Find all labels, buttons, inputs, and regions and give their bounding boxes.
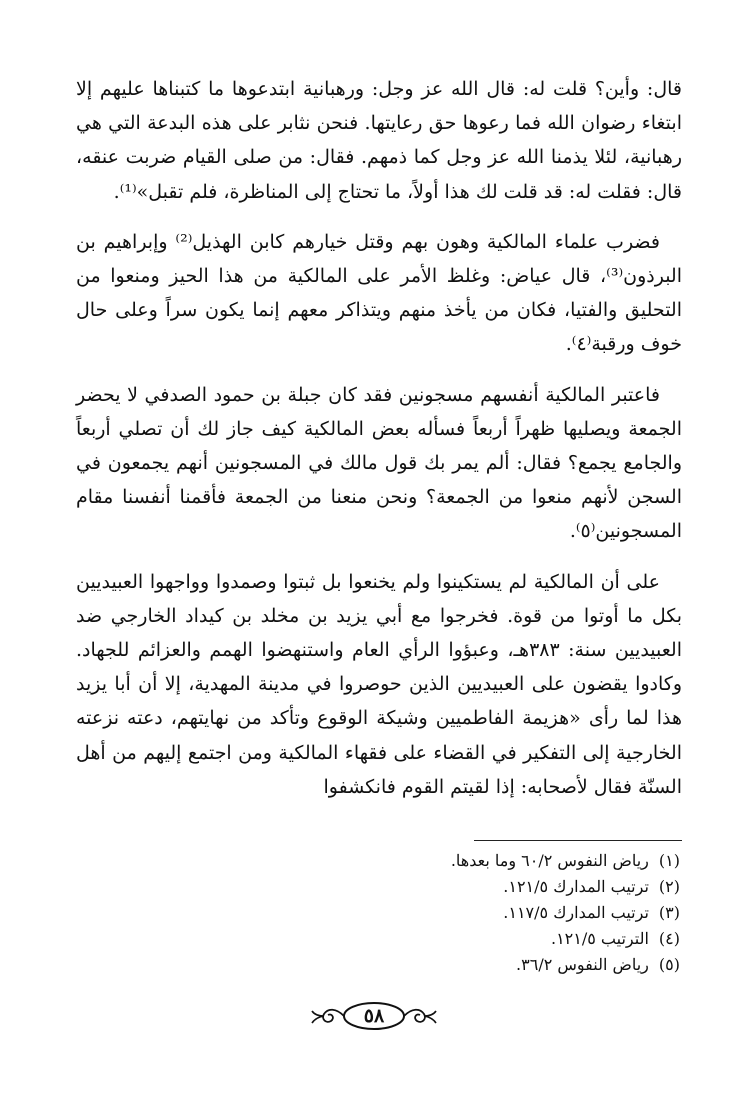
paragraph-1: قال: وأين؟ قلت له: قال الله عز وجل: ورهبانية ابتدعوها ما كتبناها عليهم إلا ابتغاء رضوان الله فما رعوها حق رعايتها. فنحن نثابر على هذه البدعة التي هي رهبانية، لئلا يذمنا الله عز وجل كما ذمهم. فقال: من صلى القيام ضربت عنقه، قال: فقلت له: قد قلت لك هذا أولاً، ما تحتاج إلى المناظرة، فلم تقبل»⁽¹⁾. — [76, 78, 682, 203]
footnote-text: رياض النفوس ٦٠/٢ وما بعدها. — [450, 851, 649, 870]
footnote-number: (٥) — [658, 955, 680, 974]
footnotes — [300, 848, 680, 978]
footnote-number: (١) — [658, 851, 680, 870]
footnote-text: ترتيب المدارك ١١٧/٥. — [503, 903, 649, 922]
footnote-number: (٤) — [658, 929, 680, 948]
footnote-text: رياض النفوس ٣٦/٢. — [516, 955, 649, 974]
footnote-4 — [300, 926, 680, 952]
footnote-5 — [300, 952, 680, 978]
footnote-1 — [300, 848, 680, 874]
body-text — [76, 72, 682, 820]
footnote-text: الترتيب ١٢١/٥. — [550, 929, 649, 948]
footnote-text: ترتيب المدارك ١٢١/٥. — [503, 877, 649, 896]
page-number-ornament — [308, 996, 440, 1036]
footnote-number: (٣) — [658, 903, 680, 922]
paragraph-3: فاعتبر المالكية أنفسهم مسجونين فقد كان جبلة بن حمود الصدفي لا يحضر الجمعة ويصليها ظهراً أربعاً فسأله بعض المالكية كيف جاز لك أن تصلي أربعاً والجامع يجمع؟ فقال: ألم يمر بك قول مالك في المسجونين أنهم يجمعون في السجن لأنهم منعوا من الجمعة؟ ونحن منعنا من الجمعة فأقمنا أنفسنا مقام المسجونين⁽٥⁾. — [76, 383, 682, 543]
footnote-3 — [300, 900, 680, 926]
paragraph-2: فضرب علماء المالكية وهون بهم وقتل خيارهم كابن الهذيل⁽²⁾ وإبراهيم بن البرذون⁽³⁾، قال عياض: وغلظ الأمر على المالكية من هذا الحيز ومنعوا من التحليق والفتيا، فكان من يأخذ منهم ويتذاكر معهم إنما يكون سراً وعلى حال خوف ورقبة⁽٤⁾. — [76, 230, 682, 356]
page-number: ٥٨ — [363, 1005, 385, 1027]
paragraph-4: على أن المالكية لم يستكينوا ولم يخنعوا بل ثبتوا وصمدوا وواجهوا العبيديين بكل ما أوتوا من قوة. فخرجوا مع أبي يزيد بن مخلد بن كيداد الخارجي ضد العبيديين سنة: ٣٨٣هـ، وعبؤوا الرأي العام واستنهضوا الهمم والعزائم للجهاد. وكادوا يقضون على العبيديين الذين حوصروا في مدينة المهدية، إلا أن أبا يزيد هذا لما رأى «هزيمة الفاطميين وشيكة الوقوع وتأكد من نهايتهم، دعته نزعته الخارجية إلى التفكير في القضاء على فقهاء المالكية ومن اجتمع إليهم من أهل السنّة فقال لأصحابه: إذا لقيتم القوم فانكشفوا — [76, 570, 683, 798]
footnote-number: (٢) — [658, 877, 680, 896]
footnote-2 — [300, 874, 680, 900]
footnote-separator — [474, 840, 682, 841]
